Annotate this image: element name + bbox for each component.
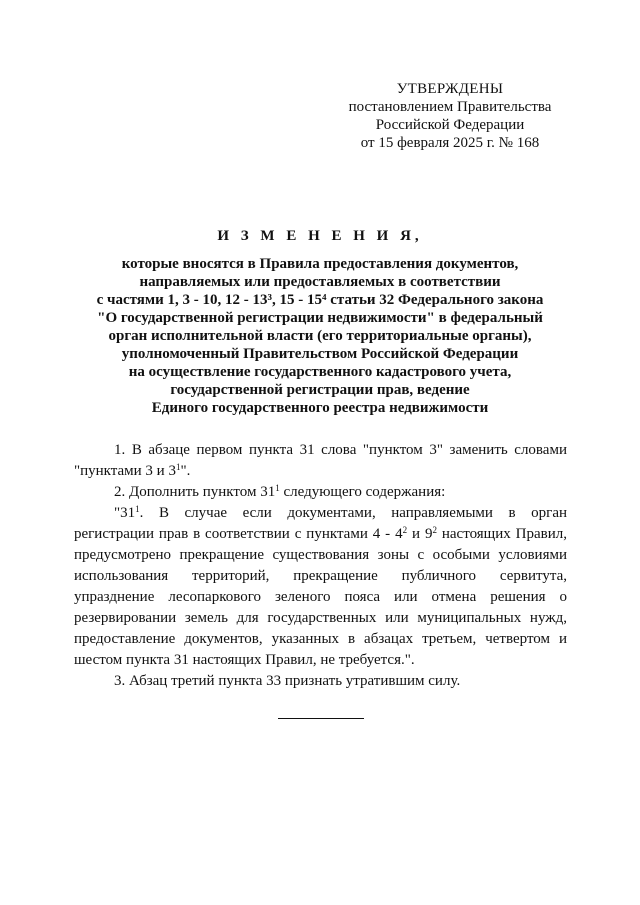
approval-date-line: от 15 февраля 2025 г. № 168 [360, 135, 540, 151]
paragraph-item-1 [74, 440, 567, 482]
paragraph-new-point [74, 503, 567, 671]
approval-stamp [330, 80, 570, 152]
document-title [60, 227, 580, 417]
closing-rule [278, 718, 364, 719]
title-heading: И З М Е Н Е Н И Я, [217, 228, 423, 244]
title-line: на осуществление государственного кадастрового учета, [128, 364, 512, 380]
title-line: "О государственной регистрации недвижимости" в федеральный [97, 310, 543, 326]
document-body [74, 440, 567, 692]
title-line: Единого государственного реестра недвижимости [151, 400, 489, 416]
paragraph-text: ". [180, 463, 191, 479]
approval-heading: УТВЕРЖДЕНЫ [396, 81, 504, 97]
title-line: государственной регистрации прав, ведение [170, 382, 470, 398]
paragraph-text: настоящих Правил, предусмотрено прекращение существования зоны с особыми условиями использования территорий, прекращение публичного сервитута, упразднение лесопаркового зеленого пояса или отмена решения о резервировании земель для государственных или муниципальных нужд, предоставление документов, указанных в абзацах третьем, четвертом и шестом пункта 31 настоящих Правил, не требуется.". [74, 526, 568, 668]
title-line: которые вносятся в Правила предоставления документов, [121, 256, 519, 272]
title-line: орган исполнительной власти (его территориальные органы), [108, 328, 532, 344]
superscript: 2 [432, 525, 437, 535]
title-line: уполномоченный Правительством Российской Федерации [121, 346, 519, 362]
superscript: 1 [135, 504, 140, 514]
paragraph-item-3: 3. Абзац третий пункта 33 признать утратившим силу. [114, 673, 461, 689]
title-line: направляемых или предоставляемых в соответствии [139, 274, 501, 290]
paragraph-text: следующего содержания: [279, 484, 446, 500]
paragraph-text: . В случае если документами, направляемыми в орган регистрации прав в соответствии с пунктами 4 - 4 [74, 505, 567, 542]
paragraph-item-2 [74, 482, 567, 503]
superscript: 1 [275, 483, 280, 493]
approval-line-1: постановлением Правительства [348, 99, 552, 115]
superscript: 1 [175, 462, 181, 472]
paragraph-text: 1. В абзаце первом пункта 31 слова "пунктом 3" заменить словами "пунктами 3 и 3 [74, 442, 567, 479]
paragraph-text: и 9 [407, 526, 433, 542]
paragraph-text: 2. Дополнить пунктом 31 [114, 484, 276, 500]
superscript: 2 [402, 525, 408, 535]
title-line: с частями 1, 3 - 10, 12 - 13³, 15 - 15⁴ статьи 32 Федерального закона [96, 292, 544, 308]
approval-line-2: Российской Федерации [375, 117, 525, 133]
paragraph-text: "31 [114, 505, 136, 521]
